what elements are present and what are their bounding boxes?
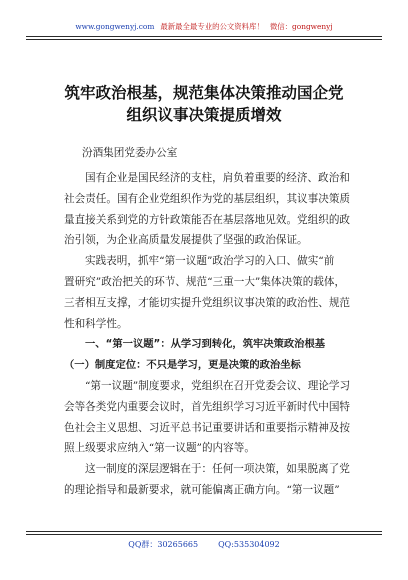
paragraph-line: 实践表明，抓牢“第一议题”政治学习的入口、做实“前: [85, 255, 335, 268]
paragraph-line: 照上级要求应纳入“第一议题”的内容等。: [64, 442, 255, 455]
paragraph-line: “第一议题”制度要求，党组织在召开党委会议、理论学习: [85, 379, 351, 392]
footer-qq: QQ:535304092: [218, 540, 280, 549]
header-url[interactable]: www.gongwenyj.com: [75, 22, 155, 31]
header-rule-thin: [26, 39, 382, 40]
subsection-heading: （一）制度定位：不只是学习，更是决策的政治坐标: [64, 359, 301, 372]
footer-qq-group: QQ群：30265665: [128, 540, 199, 549]
page-footer: [0, 539, 408, 550]
department-name: 汾酒集团党委办公室: [82, 147, 178, 159]
paragraph-line: 性和科学性。: [64, 317, 128, 330]
paragraph-line: 社会责任。国有企业党组织作为党的基层组织，其议事决策质: [64, 192, 351, 205]
paragraph-line: 治引领，为企业高质量发展提供了坚强的政治保证。: [64, 234, 308, 247]
header-rule: [26, 36, 382, 37]
paragraph-line: 置研究”政治把关的环节、规范“三重一大”集体决策的载体，: [64, 275, 346, 288]
paragraph-line: 这一制度的深层逻辑在于：任何一项决策，如果脱离了党: [85, 463, 350, 476]
paragraph-line: 色社会主义思想、习近平总书记重要讲话和重要指示精神及按: [64, 421, 351, 434]
paragraph-line: 国有企业是国民经济的支柱，肩负着重要的经济、政治和: [85, 172, 350, 184]
section-heading: 一、“第一议题”：从学习到转化，筑牢决策政治根基: [85, 338, 326, 351]
paragraph-line: 会等各类党内重要会议时，首先组织学习习近平新时代中国特: [64, 400, 351, 413]
document-body: [64, 143, 368, 501]
paragraph-line: 三者相互支撑，才能切实提升党组织议事决策的政治性、规范: [64, 296, 351, 309]
header-wechat: 微信：gongwenyj: [269, 22, 333, 31]
title-line-1: 筑牢政治根基，规范集体决策推动国企党: [64, 84, 344, 102]
document-title: [30, 82, 378, 126]
footer-rule-thin: [26, 534, 382, 535]
title-line-2: 组织议事决策提质增效: [126, 106, 282, 124]
footer-rule: [26, 531, 382, 532]
paragraph-line: 量直接关系到党的方针政策能否在基层落地见效。党组织的政: [64, 213, 351, 226]
paragraph-line: 的理论指导和最新要求，就可能偏离正确方向。“第一议题”: [64, 483, 340, 496]
header-slogan: 最新最全最专业的公文资料库！: [160, 22, 264, 31]
page-header: [0, 22, 408, 32]
